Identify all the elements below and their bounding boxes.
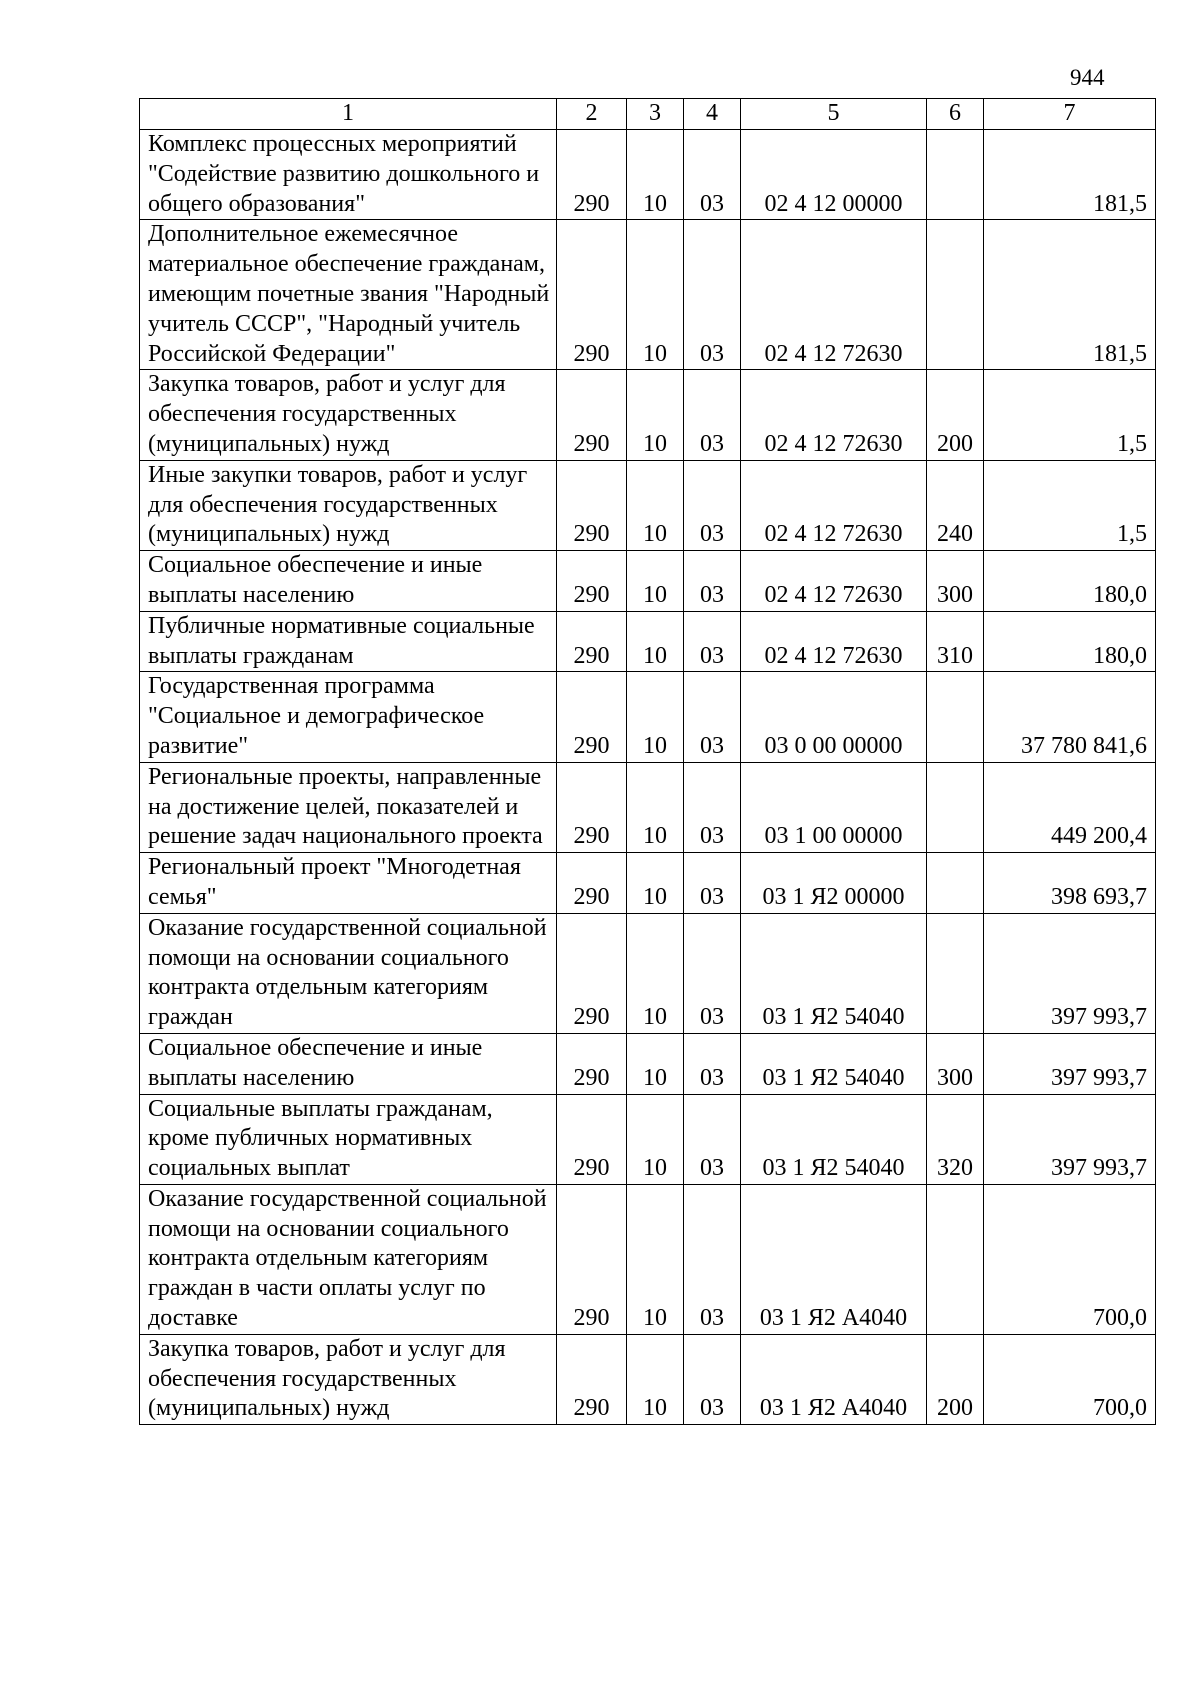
section-code-cell: 10: [627, 551, 684, 612]
table-row: [140, 460, 1156, 550]
target-article-cell: 02 4 12 72630: [741, 551, 927, 612]
ministry-code-cell: 290: [557, 220, 627, 370]
ministry-code-cell: 290: [557, 1094, 627, 1184]
expense-type-cell: [927, 853, 984, 914]
expense-type-cell: 300: [927, 1033, 984, 1094]
item-name-cell: Социальное обеспечение и иные выплаты населению: [140, 551, 557, 612]
section-code-cell: 10: [627, 370, 684, 460]
ministry-code-cell: 290: [557, 762, 627, 852]
expense-type-cell: [927, 220, 984, 370]
target-article-cell: 02 4 12 72630: [741, 460, 927, 550]
item-name-cell: Социальное обеспечение и иные выплаты населению: [140, 1033, 557, 1094]
expense-type-cell: 240: [927, 460, 984, 550]
amount-cell: 180,0: [984, 551, 1156, 612]
subsection-code-cell: 03: [684, 370, 741, 460]
column-header: 4: [684, 99, 741, 130]
table-row: [140, 1094, 1156, 1184]
expense-type-cell: [927, 913, 984, 1033]
expense-type-cell: [927, 1184, 984, 1334]
subsection-code-cell: 03: [684, 1033, 741, 1094]
ministry-code-cell: 290: [557, 1033, 627, 1094]
amount-cell: 700,0: [984, 1184, 1156, 1334]
item-name-cell: Государственная программа "Социальное и демографическое развитие": [140, 672, 557, 762]
table-row: [140, 370, 1156, 460]
target-article-cell: 02 4 12 72630: [741, 611, 927, 672]
table-row: [140, 611, 1156, 672]
ministry-code-cell: 290: [557, 1184, 627, 1334]
item-name-cell: Региональные проекты, направленные на достижение целей, показателей и решение задач национального проекта: [140, 762, 557, 852]
amount-cell: 449 200,4: [984, 762, 1156, 852]
expense-type-cell: 310: [927, 611, 984, 672]
ministry-code-cell: 290: [557, 370, 627, 460]
expense-type-cell: [927, 130, 984, 220]
column-header: 7: [984, 99, 1156, 130]
subsection-code-cell: 03: [684, 611, 741, 672]
amount-cell: 397 993,7: [984, 1033, 1156, 1094]
item-name-cell: Оказание государственной социальной помощи на основании социального контракта отдельным категориям граждан в части оплаты услуг по доставке: [140, 1184, 557, 1334]
expense-type-cell: [927, 762, 984, 852]
item-name-cell: Иные закупки товаров, работ и услуг для обеспечения государственных (муниципальных) нужд: [140, 460, 557, 550]
target-article-cell: 02 4 12 72630: [741, 220, 927, 370]
table-row: [140, 551, 1156, 612]
amount-cell: 397 993,7: [984, 1094, 1156, 1184]
section-code-cell: 10: [627, 130, 684, 220]
item-name-cell: Публичные нормативные социальные выплаты гражданам: [140, 611, 557, 672]
target-article-cell: 03 1 Я2 А4040: [741, 1184, 927, 1334]
section-code-cell: 10: [627, 220, 684, 370]
column-header-row: [140, 99, 1156, 130]
item-name-cell: Оказание государственной социальной помощи на основании социального контракта отдельным категориям граждан: [140, 913, 557, 1033]
column-header: 1: [140, 99, 557, 130]
item-name-cell: Закупка товаров, работ и услуг для обеспечения государственных (муниципальных) нужд: [140, 1334, 557, 1424]
amount-cell: 398 693,7: [984, 853, 1156, 914]
item-name-cell: Закупка товаров, работ и услуг для обеспечения государственных (муниципальных) нужд: [140, 370, 557, 460]
item-name-cell: Комплекс процессных мероприятий "Содействие развитию дошкольного и общего образования": [140, 130, 557, 220]
item-name-cell: Региональный проект "Многодетная семья": [140, 853, 557, 914]
amount-cell: 181,5: [984, 130, 1156, 220]
table-row: [140, 853, 1156, 914]
amount-cell: 1,5: [984, 370, 1156, 460]
target-article-cell: 03 1 Я2 А4040: [741, 1334, 927, 1424]
item-name-cell: Дополнительное ежемесячное материальное обеспечение гражданам, имеющим почетные звания "Народный учитель СССР", "Народный учитель Российской Федерации": [140, 220, 557, 370]
amount-cell: 700,0: [984, 1334, 1156, 1424]
subsection-code-cell: 03: [684, 913, 741, 1033]
expense-type-cell: 200: [927, 1334, 984, 1424]
ministry-code-cell: 290: [557, 853, 627, 914]
table-row: [140, 130, 1156, 220]
subsection-code-cell: 03: [684, 762, 741, 852]
target-article-cell: 03 0 00 00000: [741, 672, 927, 762]
ministry-code-cell: 290: [557, 1334, 627, 1424]
subsection-code-cell: 03: [684, 853, 741, 914]
subsection-code-cell: 03: [684, 220, 741, 370]
page-number: 944: [1070, 65, 1105, 90]
ministry-code-cell: 290: [557, 551, 627, 612]
column-header: 3: [627, 99, 684, 130]
table-row: [140, 672, 1156, 762]
subsection-code-cell: 03: [684, 1094, 741, 1184]
target-article-cell: 02 4 12 72630: [741, 370, 927, 460]
target-article-cell: 03 1 Я2 54040: [741, 913, 927, 1033]
budget-table: [139, 98, 1156, 1425]
section-code-cell: 10: [627, 1334, 684, 1424]
column-header: 2: [557, 99, 627, 130]
section-code-cell: 10: [627, 611, 684, 672]
item-name-cell: Социальные выплаты гражданам, кроме публичных нормативных социальных выплат: [140, 1094, 557, 1184]
ministry-code-cell: 290: [557, 913, 627, 1033]
target-article-cell: 02 4 12 00000: [741, 130, 927, 220]
target-article-cell: 03 1 Я2 54040: [741, 1033, 927, 1094]
subsection-code-cell: 03: [684, 130, 741, 220]
section-code-cell: 10: [627, 913, 684, 1033]
subsection-code-cell: 03: [684, 460, 741, 550]
expense-type-cell: 300: [927, 551, 984, 612]
column-header: 5: [741, 99, 927, 130]
target-article-cell: 03 1 Я2 00000: [741, 853, 927, 914]
section-code-cell: 10: [627, 762, 684, 852]
subsection-code-cell: 03: [684, 551, 741, 612]
table-row: [140, 1184, 1156, 1334]
subsection-code-cell: 03: [684, 672, 741, 762]
ministry-code-cell: 290: [557, 460, 627, 550]
table-row: [140, 1033, 1156, 1094]
amount-cell: 37 780 841,6: [984, 672, 1156, 762]
expense-type-cell: 200: [927, 370, 984, 460]
section-code-cell: 10: [627, 853, 684, 914]
ministry-code-cell: 290: [557, 130, 627, 220]
table-row: [140, 762, 1156, 852]
section-code-cell: 10: [627, 1094, 684, 1184]
table-row: [140, 220, 1156, 370]
target-article-cell: 03 1 00 00000: [741, 762, 927, 852]
ministry-code-cell: 290: [557, 611, 627, 672]
section-code-cell: 10: [627, 1033, 684, 1094]
ministry-code-cell: 290: [557, 672, 627, 762]
amount-cell: 181,5: [984, 220, 1156, 370]
amount-cell: 180,0: [984, 611, 1156, 672]
table-row: [140, 913, 1156, 1033]
amount-cell: 1,5: [984, 460, 1156, 550]
subsection-code-cell: 03: [684, 1184, 741, 1334]
table-row: [140, 1334, 1156, 1424]
expense-type-cell: [927, 672, 984, 762]
target-article-cell: 03 1 Я2 54040: [741, 1094, 927, 1184]
column-header: 6: [927, 99, 984, 130]
subsection-code-cell: 03: [684, 1334, 741, 1424]
amount-cell: 397 993,7: [984, 913, 1156, 1033]
section-code-cell: 10: [627, 672, 684, 762]
section-code-cell: 10: [627, 1184, 684, 1334]
expense-type-cell: 320: [927, 1094, 984, 1184]
section-code-cell: 10: [627, 460, 684, 550]
